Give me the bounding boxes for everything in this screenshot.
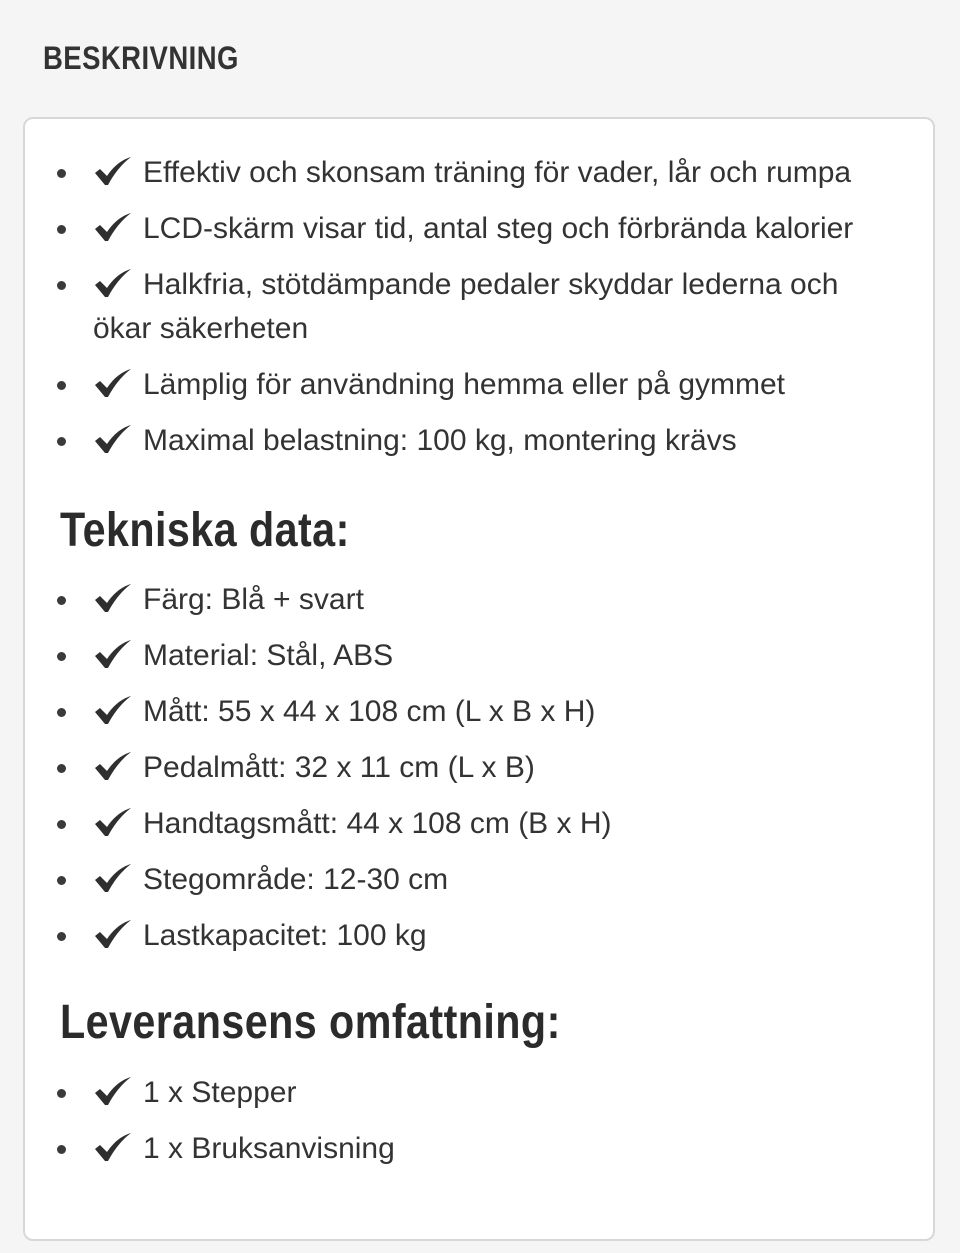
bullet-dot-icon [57,225,66,234]
checkmark-icon [93,639,133,669]
bullet-dot-icon [57,1089,66,1098]
bullet-dot-icon [57,169,66,178]
bullet-dot-icon [57,1145,66,1154]
list-item-text: Stegområde: 12-30 cm [143,863,449,896]
list-item-text: Lastkapacitet: 100 kg [143,919,427,952]
list-item [25,363,933,407]
list-item [25,419,933,463]
delivery-list [25,1071,933,1183]
checkmark-icon [93,863,133,893]
list-item-text: Material: Stål, ABS [143,639,394,672]
list-item [25,634,933,678]
section-title: BESKRIVNING [43,40,239,76]
bullet-dot-icon [57,381,66,390]
checkmark-icon [93,424,133,454]
checkmark-icon [93,695,133,725]
feature-list [25,151,933,475]
description-card [23,117,935,1241]
list-item [25,207,933,251]
list-item [25,858,933,902]
checkmark-icon [93,268,133,298]
list-item-text: Handtagsmått: 44 x 108 cm (B x H) [143,807,612,840]
list-item [25,151,933,195]
list-item [25,690,933,734]
checkmark-icon [93,156,133,186]
list-item-text: Lämplig för användning hemma eller på gymmet [143,368,785,401]
list-item [25,578,933,622]
list-item-text: Maximal belastning: 100 kg, montering krävs [143,424,737,457]
list-item-text: LCD-skärm visar tid, antal steg och förbrända kalorier [143,212,854,245]
list-item-text: Effektiv och skonsam träning för vader, lår och rumpa [143,156,852,189]
checkmark-icon [93,807,133,837]
checkmark-icon [93,919,133,949]
bullet-dot-icon [57,596,66,605]
bullet-dot-icon [57,876,66,885]
checkmark-icon [93,1132,133,1162]
checkmark-icon [93,1076,133,1106]
list-item-text: Pedalmått: 32 x 11 cm (L x B) [143,751,535,784]
list-item [25,802,933,846]
bullet-dot-icon [57,437,66,446]
delivery-heading: Leveransens omfattning: [60,996,561,1049]
tech-list [25,578,933,970]
checkmark-icon [93,751,133,781]
list-item [25,263,933,351]
list-item [25,914,933,958]
bullet-dot-icon [57,708,66,717]
checkmark-icon [93,583,133,613]
list-item-text: Mått: 55 x 44 x 108 cm (L x B x H) [143,695,596,728]
tech-heading: Tekniska data: [60,504,350,557]
list-item-text: 1 x Stepper [143,1076,297,1109]
list-item [25,1127,933,1171]
list-item [25,746,933,790]
bullet-dot-icon [57,764,66,773]
checkmark-icon [93,368,133,398]
list-item-text: 1 x Bruksanvisning [143,1132,395,1165]
list-item-text: Färg: Blå + svart [143,583,364,616]
list-item [25,1071,933,1115]
bullet-dot-icon [57,820,66,829]
list-item-text: Halkfria, stötdämpande pedaler skyddar lederna och ökar säkerheten [93,268,839,345]
bullet-dot-icon [57,652,66,661]
bullet-dot-icon [57,281,66,290]
checkmark-icon [93,212,133,242]
bullet-dot-icon [57,932,66,941]
